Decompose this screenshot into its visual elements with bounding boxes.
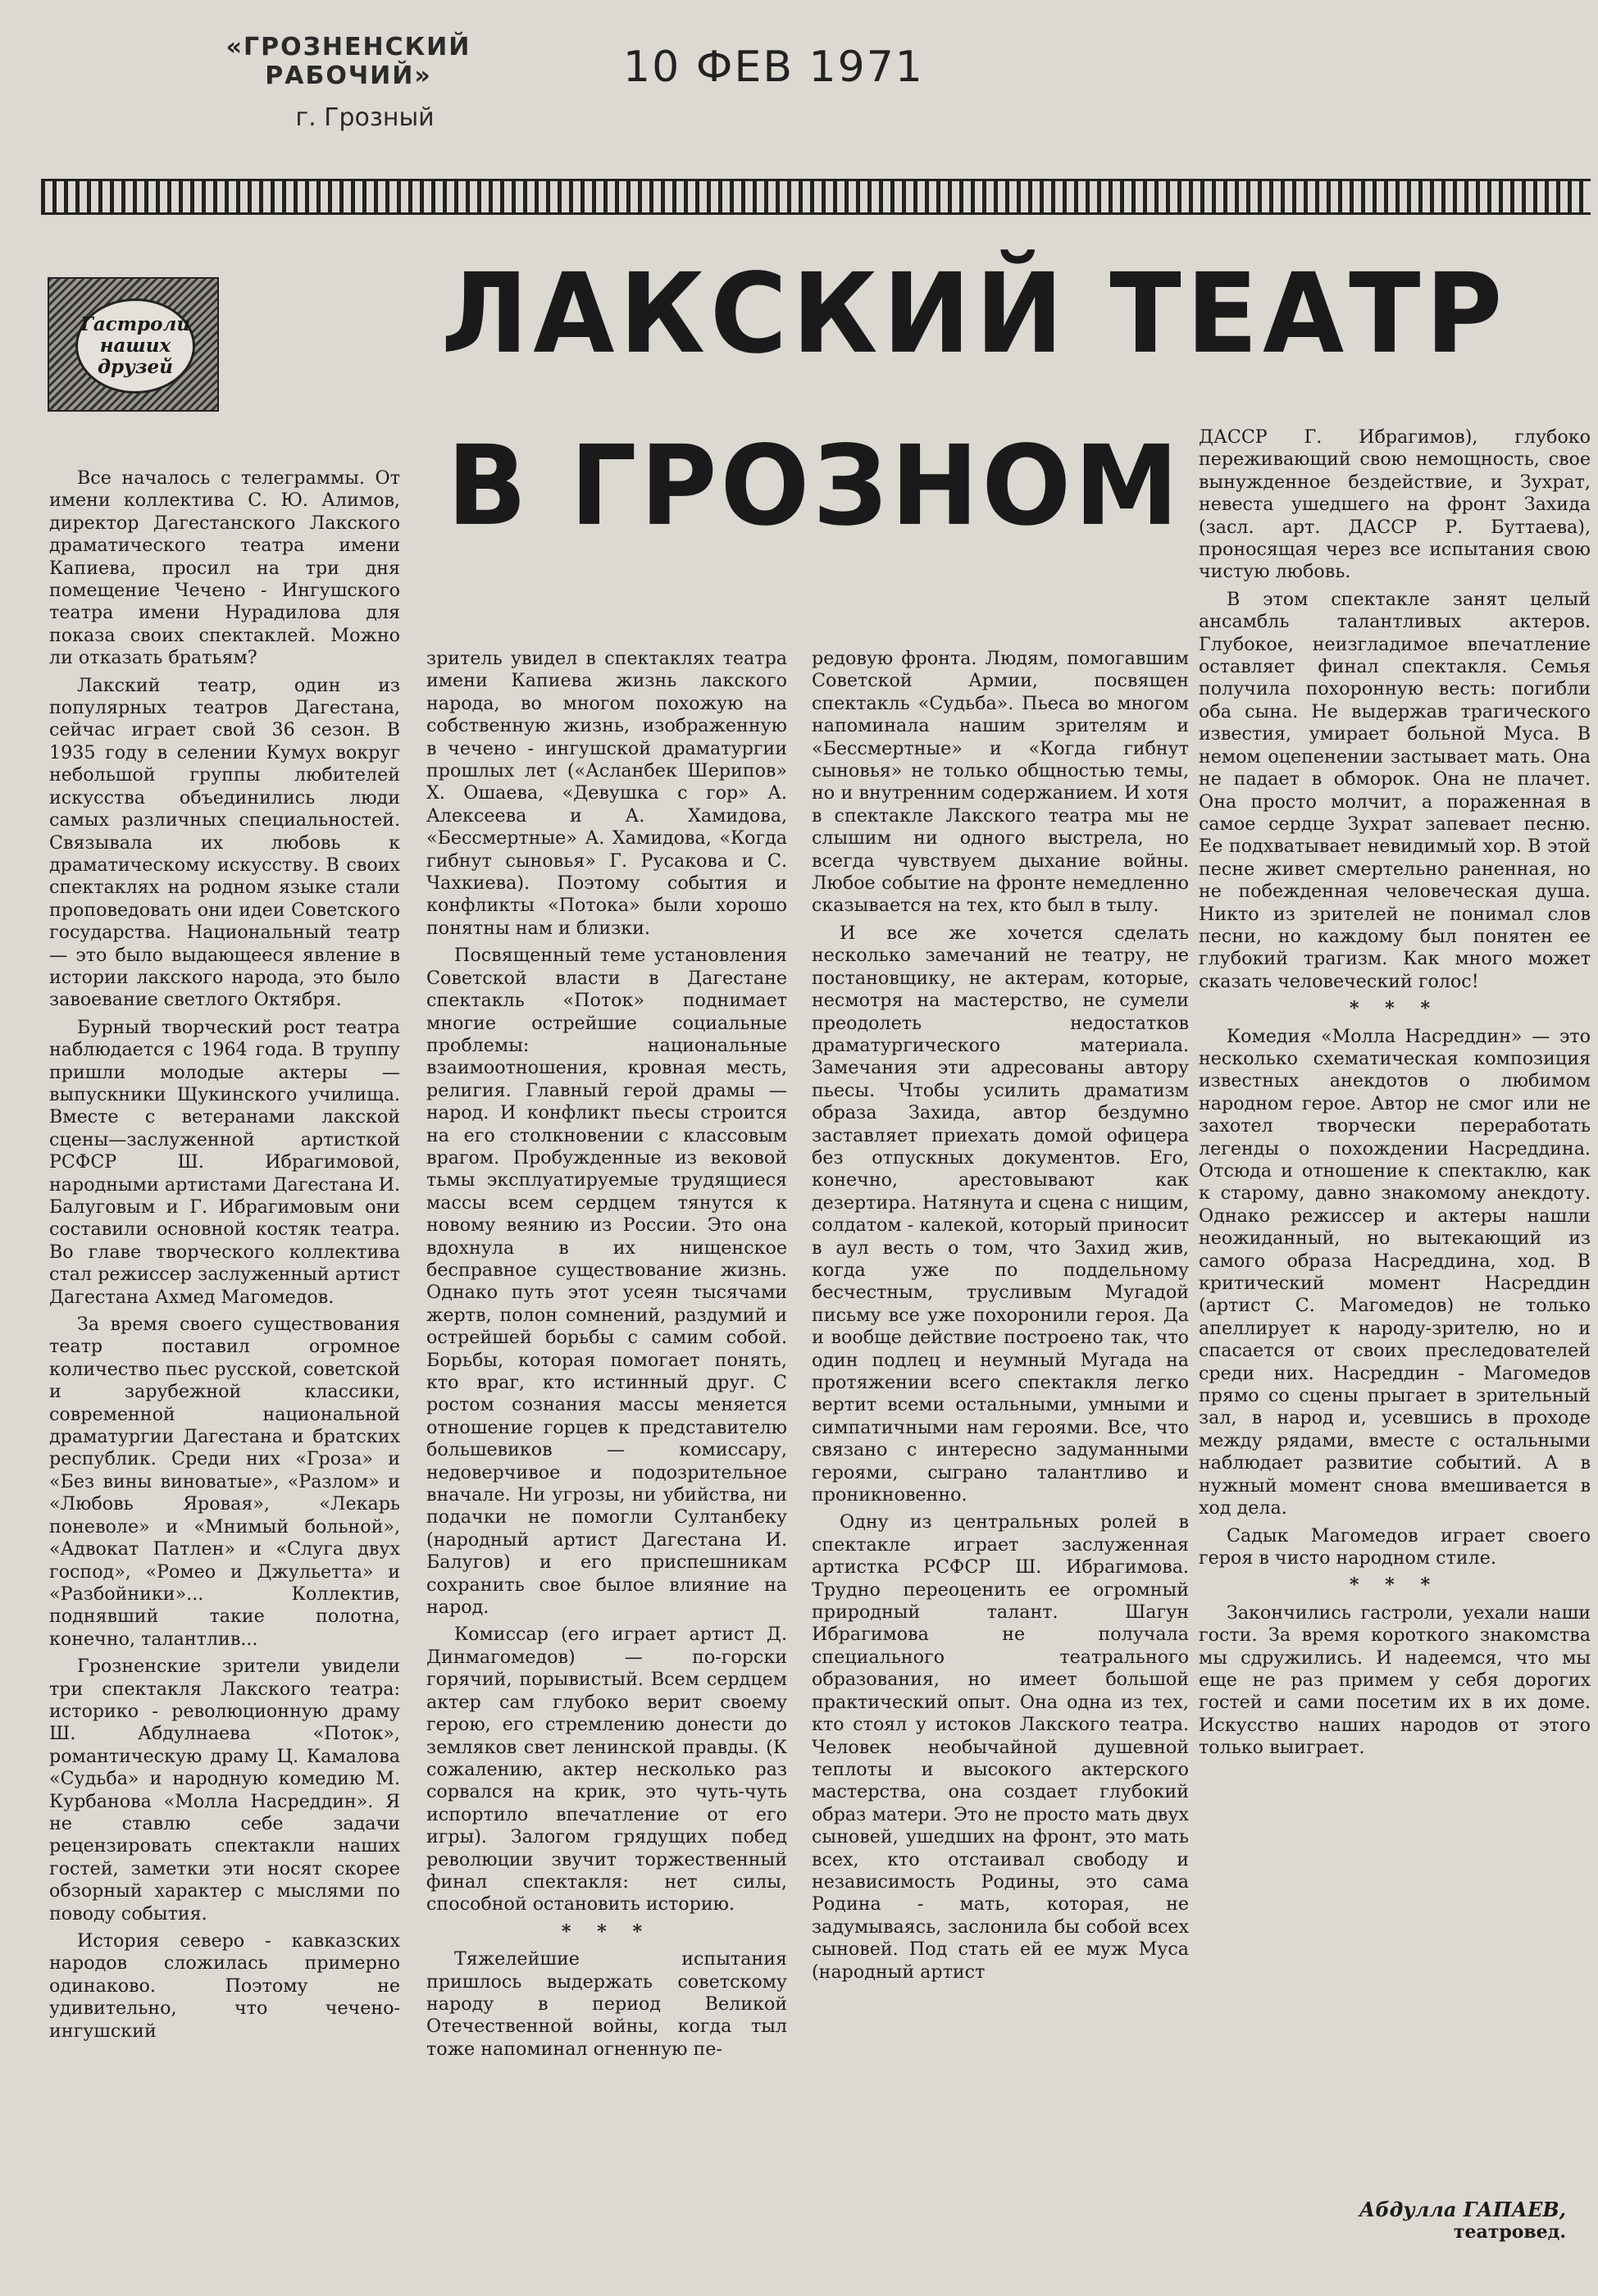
paragraph: Комиссар (его играет артист Д. Динмагомедов) — по-горски горячий, порывистый. Всем сердцем актер сам глубоко верит своему герою, его стремлению донести до земляков свет ленинской правды. (К сожалению, актер несколько раз сорвался на крик, это чуть-чуть испортило впечатление от его игры). Залогом грядущих побед революции звучит торжественный финал спектакля: нет силы, способной остановить историю. — [426, 1624, 787, 1916]
column-3 — [812, 648, 1189, 1984]
paragraph: ДАССР Г. Ибрагимов), глубоко переживающий свою немощность, свое вынужденное бездействие, и Зухрат, невеста ушедшего на фронт Захида (засл. арт. ДАССР Р. Буттаева), проносящая через все испытания свою чистую любовь. — [1199, 426, 1591, 583]
paragraph: История северо - кавказских народов сложилась примерно одинаково. Поэтому не удивительно, что чечено-ингушский — [49, 1930, 400, 2042]
paragraph: редовую фронта. Людям, помогавшим Советской Армии, посвящен спектакль «Судьба». Пьеса во многом напоминала нашим зрителям и «Бессмертные» и «Когда гибнут сыновья» не только общностью темы, но и внутренним содержанием. И хотя в спектакле Лакского театра мы не слышим ни одного выстрела, но всегда чувствуем дыхание войны. Любое событие на фронте немедленно сказывается на тех, кто был в тылу. — [812, 648, 1189, 917]
paragraph: Комедия «Молла Насреддин» — это несколько схематическая композиция известных анекдотов о любимом народном герое. Автор не смог или не захотел творчески переработать легенды о похождении Насреддина. Отсюда и отношение к спектаклю, как к старому, давно знакомому анекдоту. Однако режиссер и актеры нашли неожиданный, но вытекающий из самого образа Насреддина, ход. В критический момент Насреддин (артист С. Магомедов) не только апеллирует к народу-зрителю, но и спасается от своих преследователей среди них. Насреддин - Магомедов прямо со сцены прыгает в зрительный зал, в народ и, усевшись в проходе между рядами, вместе с остальными наблюдает развитие событий. А в нужный момент снова вмешивается в ход дела. — [1199, 1025, 1591, 1519]
author-role: театровед. — [1453, 2221, 1566, 2243]
section-separator: * * * — [561, 1920, 653, 1943]
column-4 — [1199, 426, 1591, 1760]
headline-line-1: ЛАКСКИЙ ТЕАТР — [441, 250, 1508, 379]
paragraph: Бурный творческий рост театра наблюдается с 1964 года. В труппу пришли молодые актеры — выпускники Щукинского училища. Вместе с ветеранами лакской сцены—заслуженной артисткой РСФСР Ш. Ибрагимовой, народными артистами Дагестана И. Балуговым и Г. Ибрагимовым они составили основной костяк театра. Во главе творческого коллектива стал режиссер заслуженный артист Дагестана Ахмед Магомедов. — [49, 1016, 400, 1308]
hatched-rule — [41, 179, 1591, 215]
author-signature — [1295, 2198, 1566, 2243]
paragraph: Закончились гастроли, уехали наши гости. За время короткого знакомства мы сдружились. И надеемся, что мы еще не раз примем у себя дорогих гостей и сами посетим их в их доме. Искусство наших народов от этого только выиграет. — [1199, 1601, 1591, 1759]
rubric-line-1: Гастроли — [80, 313, 191, 335]
library-stamp — [176, 33, 521, 132]
headline-line-2: В ГРОЗНОМ — [447, 422, 1182, 551]
stamp-newspaper-name: «ГРОЗНЕНСКИЙ РАБОЧИЙ» — [225, 33, 471, 90]
section-separator: * * * — [1349, 998, 1441, 1020]
paragraph: Садык Магомедов играет своего героя в чисто народном стиле. — [1199, 1524, 1591, 1569]
paragraph: Одну из центральных ролей в спектакле играет заслуженная артистка РСФСР Ш. Ибрагимова. Трудно переоценить ее огромный природный талант. Шагун Ибрагимова не получала специального театрального образования, но имеет большой практический опыт. Она одна из тех, кто стоял у истоков Лакского театра. Человек необычайной душевной теплоты и высокого актерского мастерства, она создает глубокий образ матери. Это не просто мать двух сыновей, ушедших на фронт, это мать всех, кто отстаивал свободу и независимость Родины, это сама Родина - мать, которая, не задумываясь, заслонила бы собой всех сыновей. Под стать ей ее муж Муса (народный артист — [812, 1511, 1189, 1983]
paragraph: И все же хочется сделать несколько замечаний не театру, не постановщику, не актерам, которые, несмотря на мастерство, не сумели преодолеть недостатков драматургического материала. Замечания эти адресованы автору пьесы. Чтобы усилить драматизм образа Захида, автор бездумно заставляет приехать домой офицера без отпускных документов. Его, конечно, арестовывают как дезертира. Натянута и сцена с нищим, солдатом - калекой, который приносит в аул весть о том, что Захид жив, когда уже по поддельному бесчестным, трусливым Мугадой письму все уже похоронили героя. Да и вообще действие построено так, что один подлец и неумный Мугада на протяжении всего спектакля легко вертит всеми остальными, умными и симпатичными нам героями. Все, что связано с интересно задуманными героями, сыграно талантливо и проникновенно. — [812, 922, 1189, 1506]
paragraph: зритель увидел в спектаклях театра имени Капиева жизнь лакского народа, во многом похожую на собственную жизнь, изображенную в чечено - ингушской драматургии прошлых лет («Асланбек Шерипов» Х. Ошаева, «Девушка с гор» А. Алексеева и А. Хамидова, «Бессмертные» А. Хамидова, «Когда гибнут сыновья» Г. Русакова и С. Чахкиева). Поэтому события и конфликты «Потока» были хорошо понятны нам и близки. — [426, 648, 787, 939]
paragraph: Лакский театр, один из популярных театров Дагестана, сейчас играет свой 36 сезон. В 1935 году в селении Кумух вокруг небольшой группы любителей искусства объединились люди самых различных специальностей. Связывала их любовь к драматическому искусству. В своих спектаклях на родном языке стали проповедовать они идеи Советского государства. Национальный театр — это было выдающееся явление в истории лакского народа, это было завоевание светлого Октября. — [49, 674, 400, 1011]
rubric-line-2: наших — [99, 335, 171, 357]
rubric-line-3: друзей — [98, 356, 173, 378]
paragraph: Посвященный теме установления Советской власти в Дагестане спектакль «Поток» поднимает многие острейшие социальные проблемы: национальные взаимоотношения, кровная месть, религия. Главный герой драмы — народ. И конфликт пьесы строится на его столкновении с классовым врагом. Пробужденные из вековой тьмы эксплуатируемые трудящиеся массы всем сердцем тянутся к новому веянию из России. Это она вдохнула в их нищенское бесправное существование жизнь. Однако путь этот усеян тысячами жертв, полон сомнений, раздумий и острейшей борьбы с самим собой. Борьбы, которая помогает понять, кто враг, кто истинный друг. С ростом сознания массы меняется отношение горцев к представителю большевиков — комиссару, недоверчивое и подозрительное вначале. Ни угрозы, ни убийства, ни подачки не помогли Султанбеку (народный артист Дагестана И. Балугов) и его приспешникам сохранить свое былое влияние на народ. — [426, 945, 787, 1619]
paragraph: В этом спектакле занят целый ансамбль талантливых актеров. Глубокое, неизгладимое впечатление оставляет финал спектакля. Семья получила похоронную весть: погибли оба сына. Не выдержав трагического известия, умирает больной Муса. В немом оцепенении застывает мать. Она не падает в обморок. Она не плачет. Она просто молчит, а пораженная в самое сердце Зухрат запевает песню. Ее подхватывает невидимый хор. В этой песне живет смертельно раненная, но не побежденная человеческая душа. Никто из зрителей не понимал слов песни, но каждому был понятен ее глубокий трагизм. Как много может сказать человеческий голос! — [1199, 588, 1591, 992]
stamp-date: 10 ФЕВ 1971 — [623, 43, 924, 92]
column-2 — [426, 648, 787, 2061]
rubric-label — [75, 298, 195, 394]
author-name: Абдулла ГАПАЕВ, — [1359, 2198, 1566, 2221]
stamp-city: г. Грозный — [295, 103, 435, 132]
paragraph: Все началось с телеграммы. От имени коллектива С. Ю. Алимов, директор Дагестанского Лакского драматического театра имени Капиева, просил на три дня помещение Чечено - Ингушского театра имени Нурадилова для показа своих спектаклей. Можно ли отказать братьям? — [49, 467, 400, 669]
column-1 — [49, 467, 400, 2043]
paragraph: За время своего существования театр поставил огромное количество пьес русской, советской и зарубежной классики, современной национальной драматургии Дагестана и братских республик. Среди них «Гроза» и «Без вины виноватые», «Разлом» и «Любовь Яровая», «Лекарь поневоле» и «Мнимый больной», «Адвокат Патлен» и «Слуга двух господ», «Ромео и Джульетта» и «Разбойники»... Коллектив, поднявший такие полотна, конечно, талантлив... — [49, 1314, 400, 1650]
paragraph: Тяжелейшие испытания пришлось выдержать советскому народу в период Великой Отечественной войны, когда тыл тоже напоминал огненную пе- — [426, 1948, 787, 2060]
rubric-box — [48, 277, 219, 412]
paragraph: Грозненские зрители увидели три спектакля Лакского театра: историко - революционную драму Ш. Абдулнаева «Поток», романтическую драму Ц. Камалова «Судьба» и народную комедию М. Курбанова «Молла Насреддин». Я не ставлю себе задачи рецензировать спектакли наших гостей, заметки эти носят скорее обзорный характер с мыслями по поводу события. — [49, 1656, 400, 1925]
section-separator: * * * — [1349, 1574, 1441, 1597]
